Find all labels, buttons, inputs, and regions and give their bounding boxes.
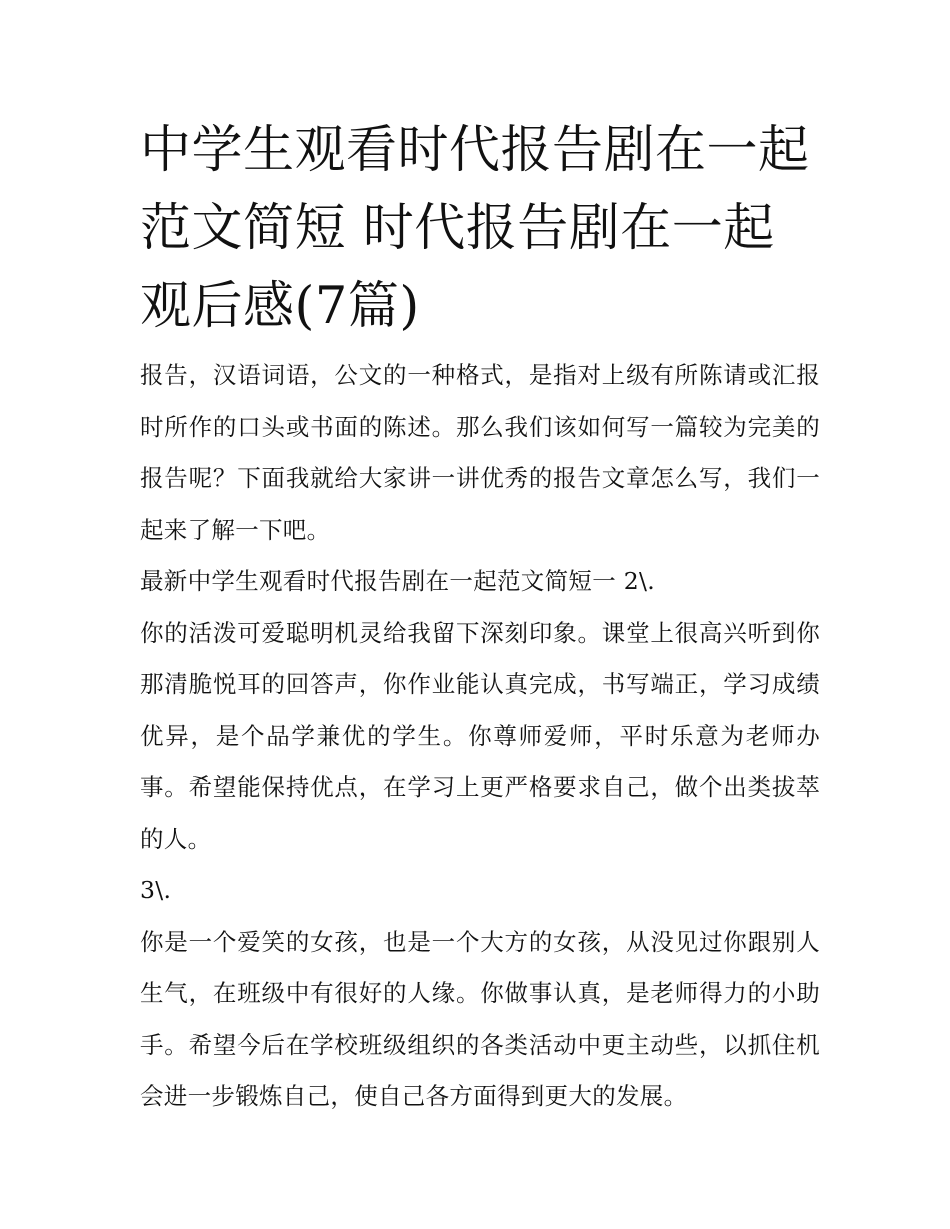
body-paragraph: 你是一个爱笑的女孩，也是一个大方的女孩，从没见过你跟别人生气，在班级中有很好的人缘。你做事认真，是老师得力的小助手。希望今后在学校班级组织的各类活动中更主动些，以抓住机会进一步锻炼自己，使自己各方面得到更大的发展。	[140, 927, 820, 1110]
body-paragraph: 你的活泼可爱聪明机灵给我留下深刻印象。课堂上很高兴听到你那清脆悦耳的回答声，你作业能认真完成，书写端正，学习成绩优异，是个品学兼优的学生。你尊师爱师，平时乐意为老师办事。希望能保持优点，在学习上更严格要求自己，做个出类拔萃的人。	[140, 618, 820, 853]
item-number: 3\.	[140, 876, 172, 904]
section-heading: 最新中学生观看时代报告剧在一起范文简短一 2\.	[140, 567, 656, 595]
intro-paragraph: 报告，汉语词语，公文的一种格式，是指对上级有所陈请或汇报时所作的口头或书面的陈述。那么我们该如何写一篇较为完美的报告呢？下面我就给大家讲一讲优秀的报告文章怎么写，我们一起来了解一下吧。	[140, 361, 820, 544]
document-title: 中学生观看时代报告剧在一起范文简短 时代报告剧在一起观后感(7篇)	[140, 121, 810, 336]
document-page	[140, 112, 820, 1123]
